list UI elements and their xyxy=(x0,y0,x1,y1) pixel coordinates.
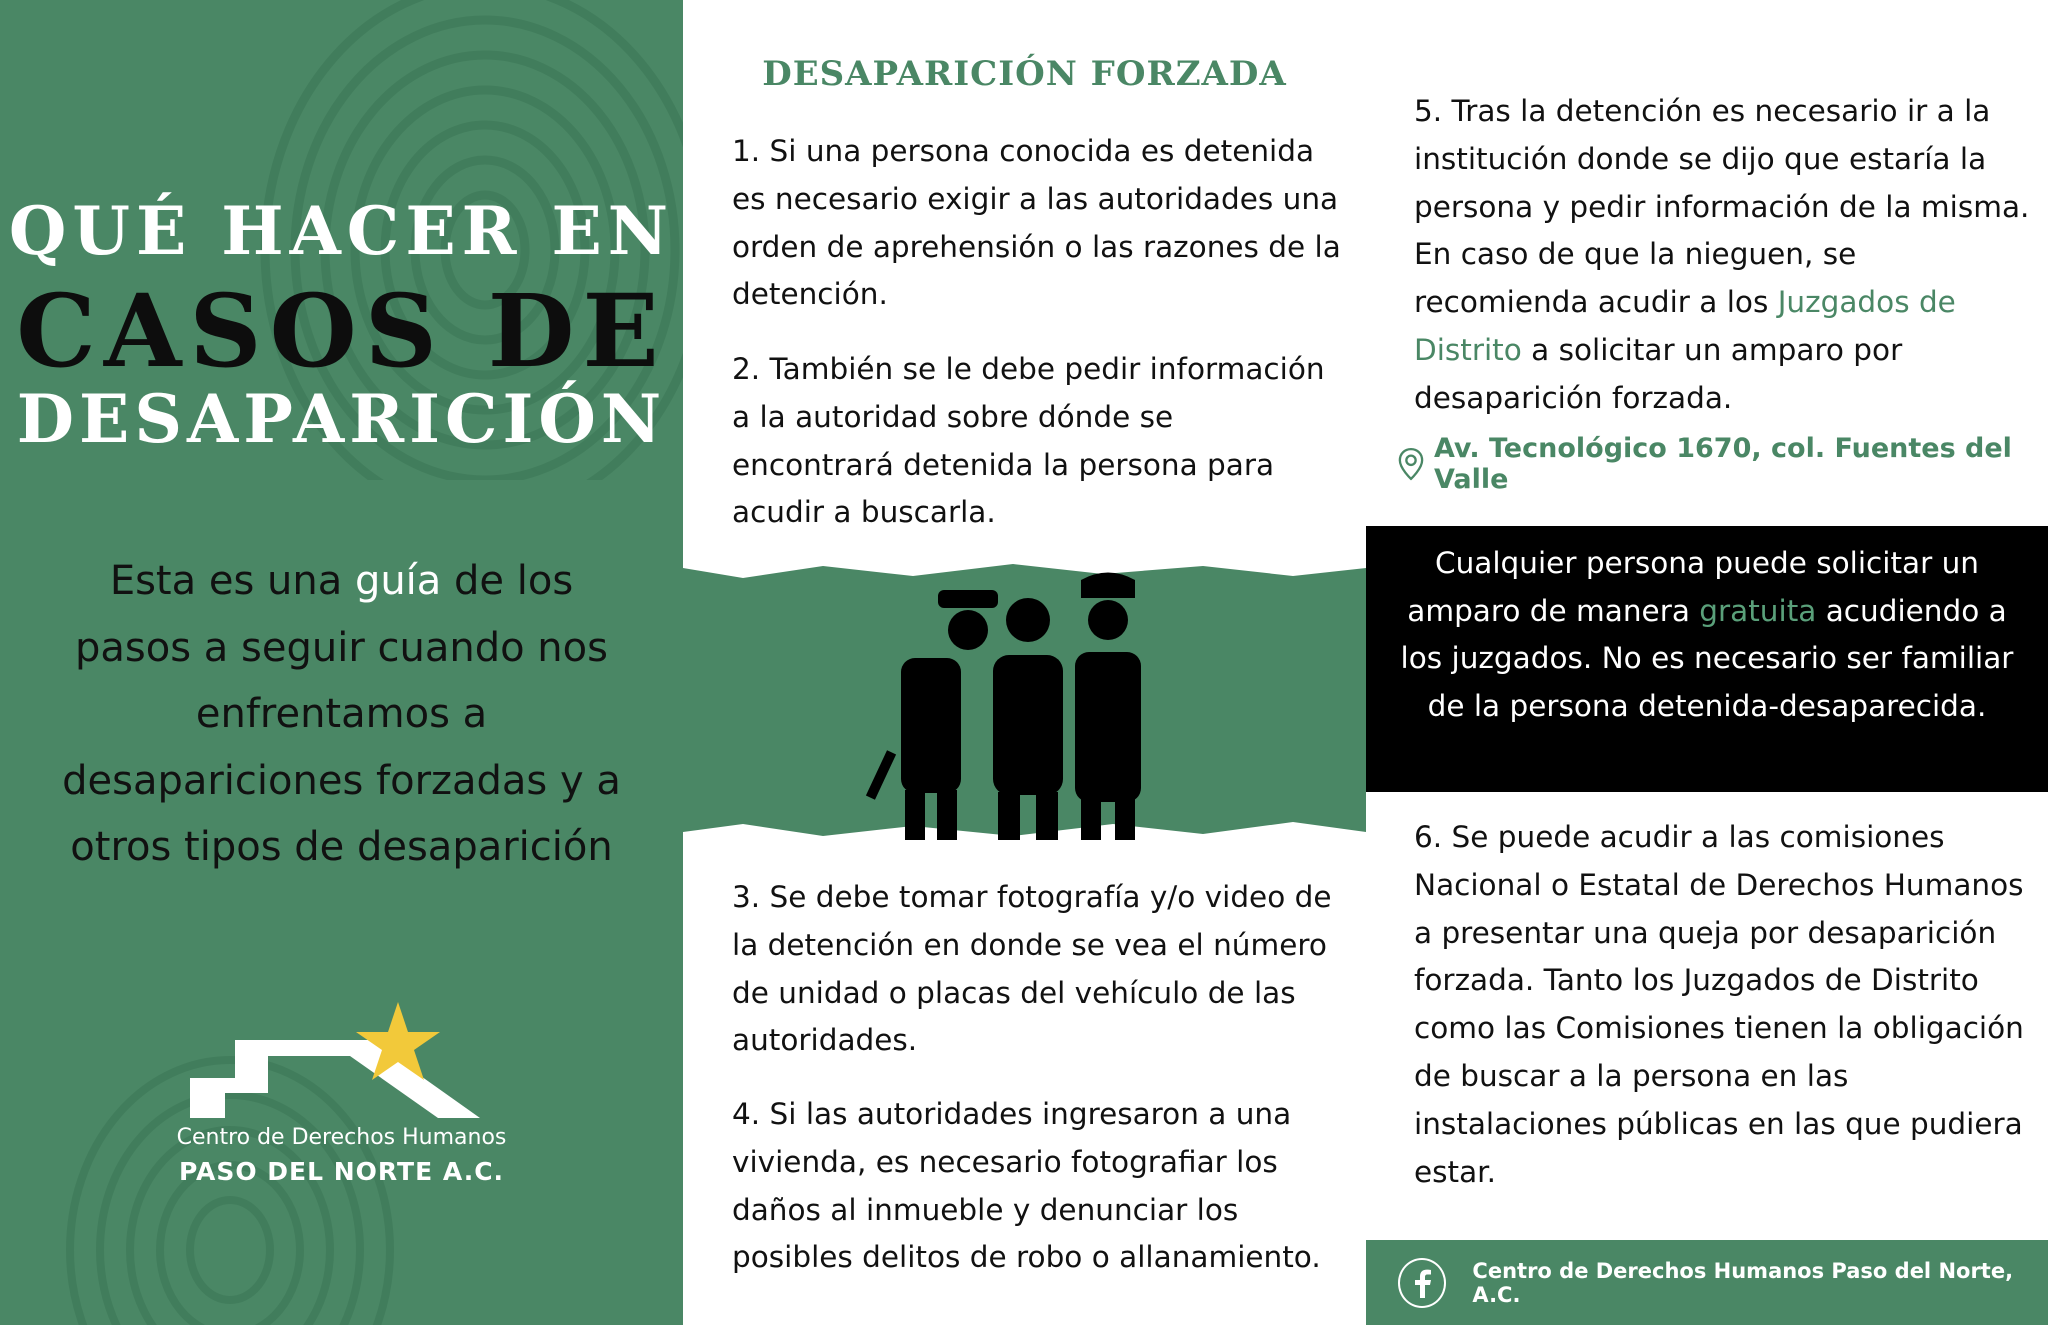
facebook-icon[interactable] xyxy=(1398,1258,1446,1308)
step-3: 3. Se debe tomar fotografía y/o video de la detención en donde se vea el número de unidad o placas del vehículo de las autoridades. xyxy=(732,880,1332,1058)
juzgados-highlight: Juzgados de Distrito xyxy=(1414,285,1956,367)
logo-line-1: Centro de Derechos Humanos xyxy=(176,1125,507,1150)
info-box-text: Cualquier persona puede solicitar un amparo de manera gratuita acudiendo a los juzgados. No es necesario ser familiar de la persona detenida-desaparecida. xyxy=(1400,546,2014,723)
address xyxy=(1398,433,2048,495)
step-4: 4. Si las autoridades ingresaron a una vivienda, es necesario fotografiar los daños al inmueble y denunciar los posibles delitos de robo o allanamiento. xyxy=(732,1097,1321,1275)
step-5: 5. Tras la detención es necesario ir a la institución donde se dijo que estaría la persona y pedir información de la misma. En caso de que la nieguen, se recomienda acudir a los Juzgados de Distrito a solicitar un amparo por desaparición forzada. xyxy=(1414,94,2030,415)
title-line-3: DESAPARICIÓN xyxy=(16,380,667,458)
logo-line-2: PASO DEL NORTE A.C. xyxy=(178,1157,505,1186)
location-pin-icon xyxy=(1398,446,1424,482)
step-2: 2. También se le debe pedir información a la autoridad sobre dónde se encontrará detenida la persona para acudir a buscarla. xyxy=(732,352,1325,530)
guide-text: Esta es una guía de los pasos a seguir cuando nos enfrentamos a desapariciones forzadas y a otros tipos de desaparición xyxy=(62,558,621,870)
section-title: DESAPARICIÓN FORZADA xyxy=(762,54,1287,94)
title-line-2: CASOS DE xyxy=(16,272,667,390)
step-6: 6. Se puede acudir a las comisiones Nacional o Estatal de Derechos Humanos a presentar una queja por desaparición forzada. Tanto los Juzgados de Distrito como las Comisiones tienen la obligación de buscar a la persona en las instalaciones públicas en las que pudiera estar. xyxy=(1414,820,2024,1189)
title-line-1: QUÉ HACER EN xyxy=(8,192,675,270)
address-text: Av. Tecnológico 1670, col. Fuentes del Valle xyxy=(1433,433,2012,495)
footer xyxy=(1366,1240,2048,1325)
organization-logo xyxy=(180,998,500,1123)
footer-text: Centro de Derechos Humanos Paso del Norte, A.C. xyxy=(1472,1258,2014,1307)
green-band xyxy=(683,560,1366,840)
gratuita-highlight: gratuita xyxy=(1699,593,1817,628)
step-1: 1. Si una persona conocida es detenida es necesario exigir a las autoridades una orden de aprehensión o las razones de la detención. xyxy=(732,134,1341,312)
left-panel xyxy=(0,0,683,1325)
guide-highlight: guía xyxy=(354,558,442,604)
